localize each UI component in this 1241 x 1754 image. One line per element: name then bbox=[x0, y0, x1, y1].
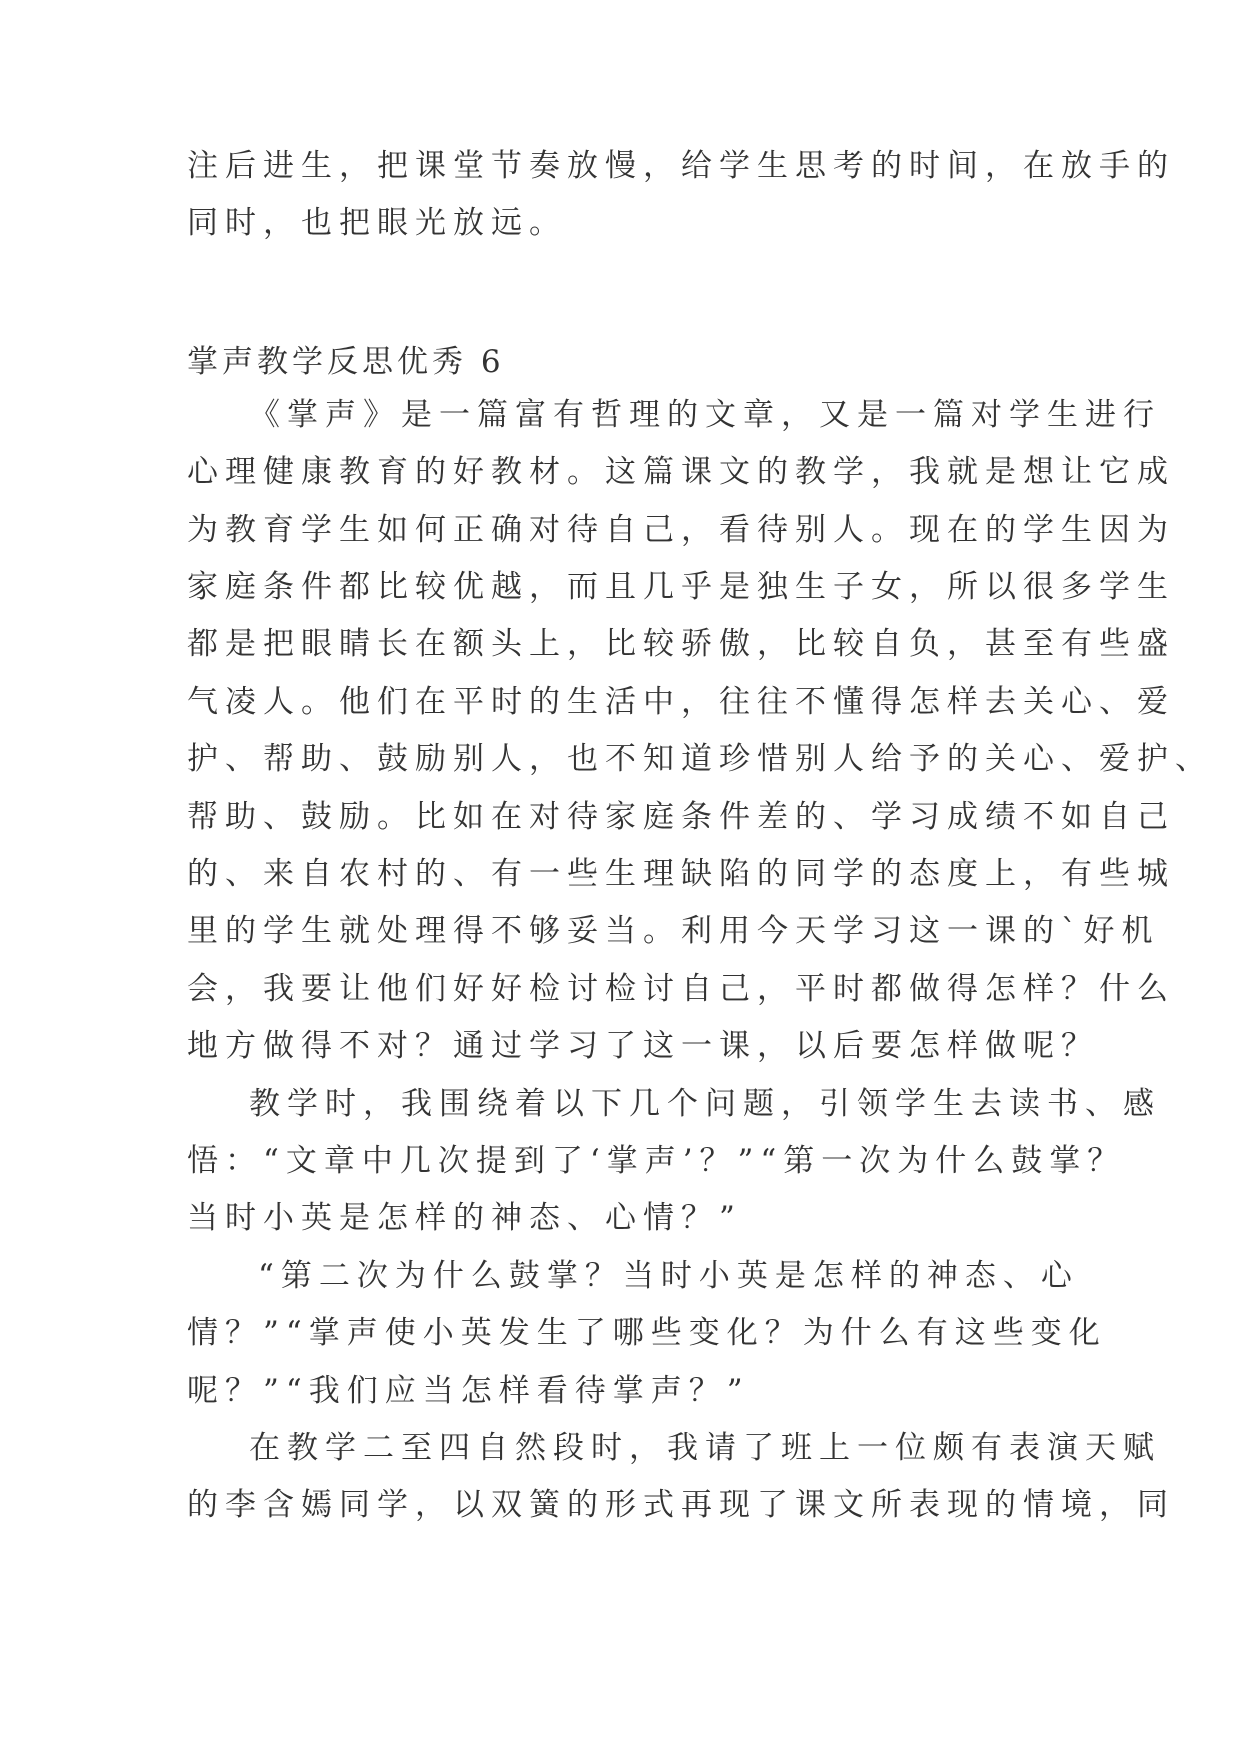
paragraph-line: 护、帮助、鼓励别人，也不知道珍惜别人给予的关心、爱护、 bbox=[187, 741, 1213, 777]
paragraph-line: 气凌人。他们在平时的生活中，往往不懂得怎样去关心、爱 bbox=[187, 684, 1175, 720]
paragraph-line: 里的学生就处理得不够妥当。利用今天学习这一课的`好机 bbox=[187, 913, 1160, 949]
paragraph-line: 为教育学生如何正确对待自己，看待别人。现在的学生因为 bbox=[187, 512, 1175, 548]
paragraph-line: 呢？”“我们应当怎样看待掌声？” bbox=[187, 1373, 750, 1409]
paragraph-line: 的李含嫣同学，以双簧的形式再现了课文所表现的情境，同 bbox=[187, 1487, 1175, 1523]
paragraph-line: 地方做得不对？通过学习了这一课，以后要怎样做呢？ bbox=[187, 1028, 1099, 1064]
paragraph-line: 情？”“掌声使小英发生了哪些变化？为什么有这些变化 bbox=[187, 1315, 1107, 1351]
paragraph-line: 悟：“文章中几次提到了‘掌声’？”“第一次为什么鼓掌？ bbox=[187, 1143, 1126, 1179]
paragraph-line: 《掌声》是一篇富有哲理的文章，又是一篇对学生进行 bbox=[249, 397, 1161, 433]
paragraph-line: “第二次为什么鼓掌？当时小英是怎样的神态、心 bbox=[258, 1258, 1079, 1294]
paragraph-line: 会，我要让他们好好检讨检讨自己，平时都做得怎样？什么 bbox=[187, 971, 1175, 1007]
paragraph-line: 当时小英是怎样的神态、心情？” bbox=[187, 1200, 742, 1236]
paragraph-line: 在教学二至四自然段时，我请了班上一位颇有表演天赋 bbox=[249, 1430, 1161, 1466]
intro-line: 注后进生，把课堂节奏放慢，给学生思考的时间，在放手的 bbox=[187, 148, 1175, 184]
intro-line: 同时，也把眼光放远。 bbox=[187, 205, 567, 241]
paragraph-line: 帮助、鼓励。比如在对待家庭条件差的、学习成绩不如自己 bbox=[187, 799, 1175, 835]
paragraph-line: 家庭条件都比较优越，而且几乎是独生子女，所以很多学生 bbox=[187, 569, 1175, 605]
paragraph-line: 心理健康教育的好教材。这篇课文的教学，我就是想让它成 bbox=[187, 454, 1175, 490]
section-title: 掌声教学反思优秀 6 bbox=[187, 344, 505, 380]
paragraph-line: 教学时，我围绕着以下几个问题，引领学生去读书、感 bbox=[249, 1086, 1161, 1122]
paragraph-line: 的、来自农村的、有一些生理缺陷的同学的态度上，有些城 bbox=[187, 856, 1175, 892]
paragraph-line: 都是把眼睛长在额头上，比较骄傲，比较自负，甚至有些盛 bbox=[187, 626, 1175, 662]
